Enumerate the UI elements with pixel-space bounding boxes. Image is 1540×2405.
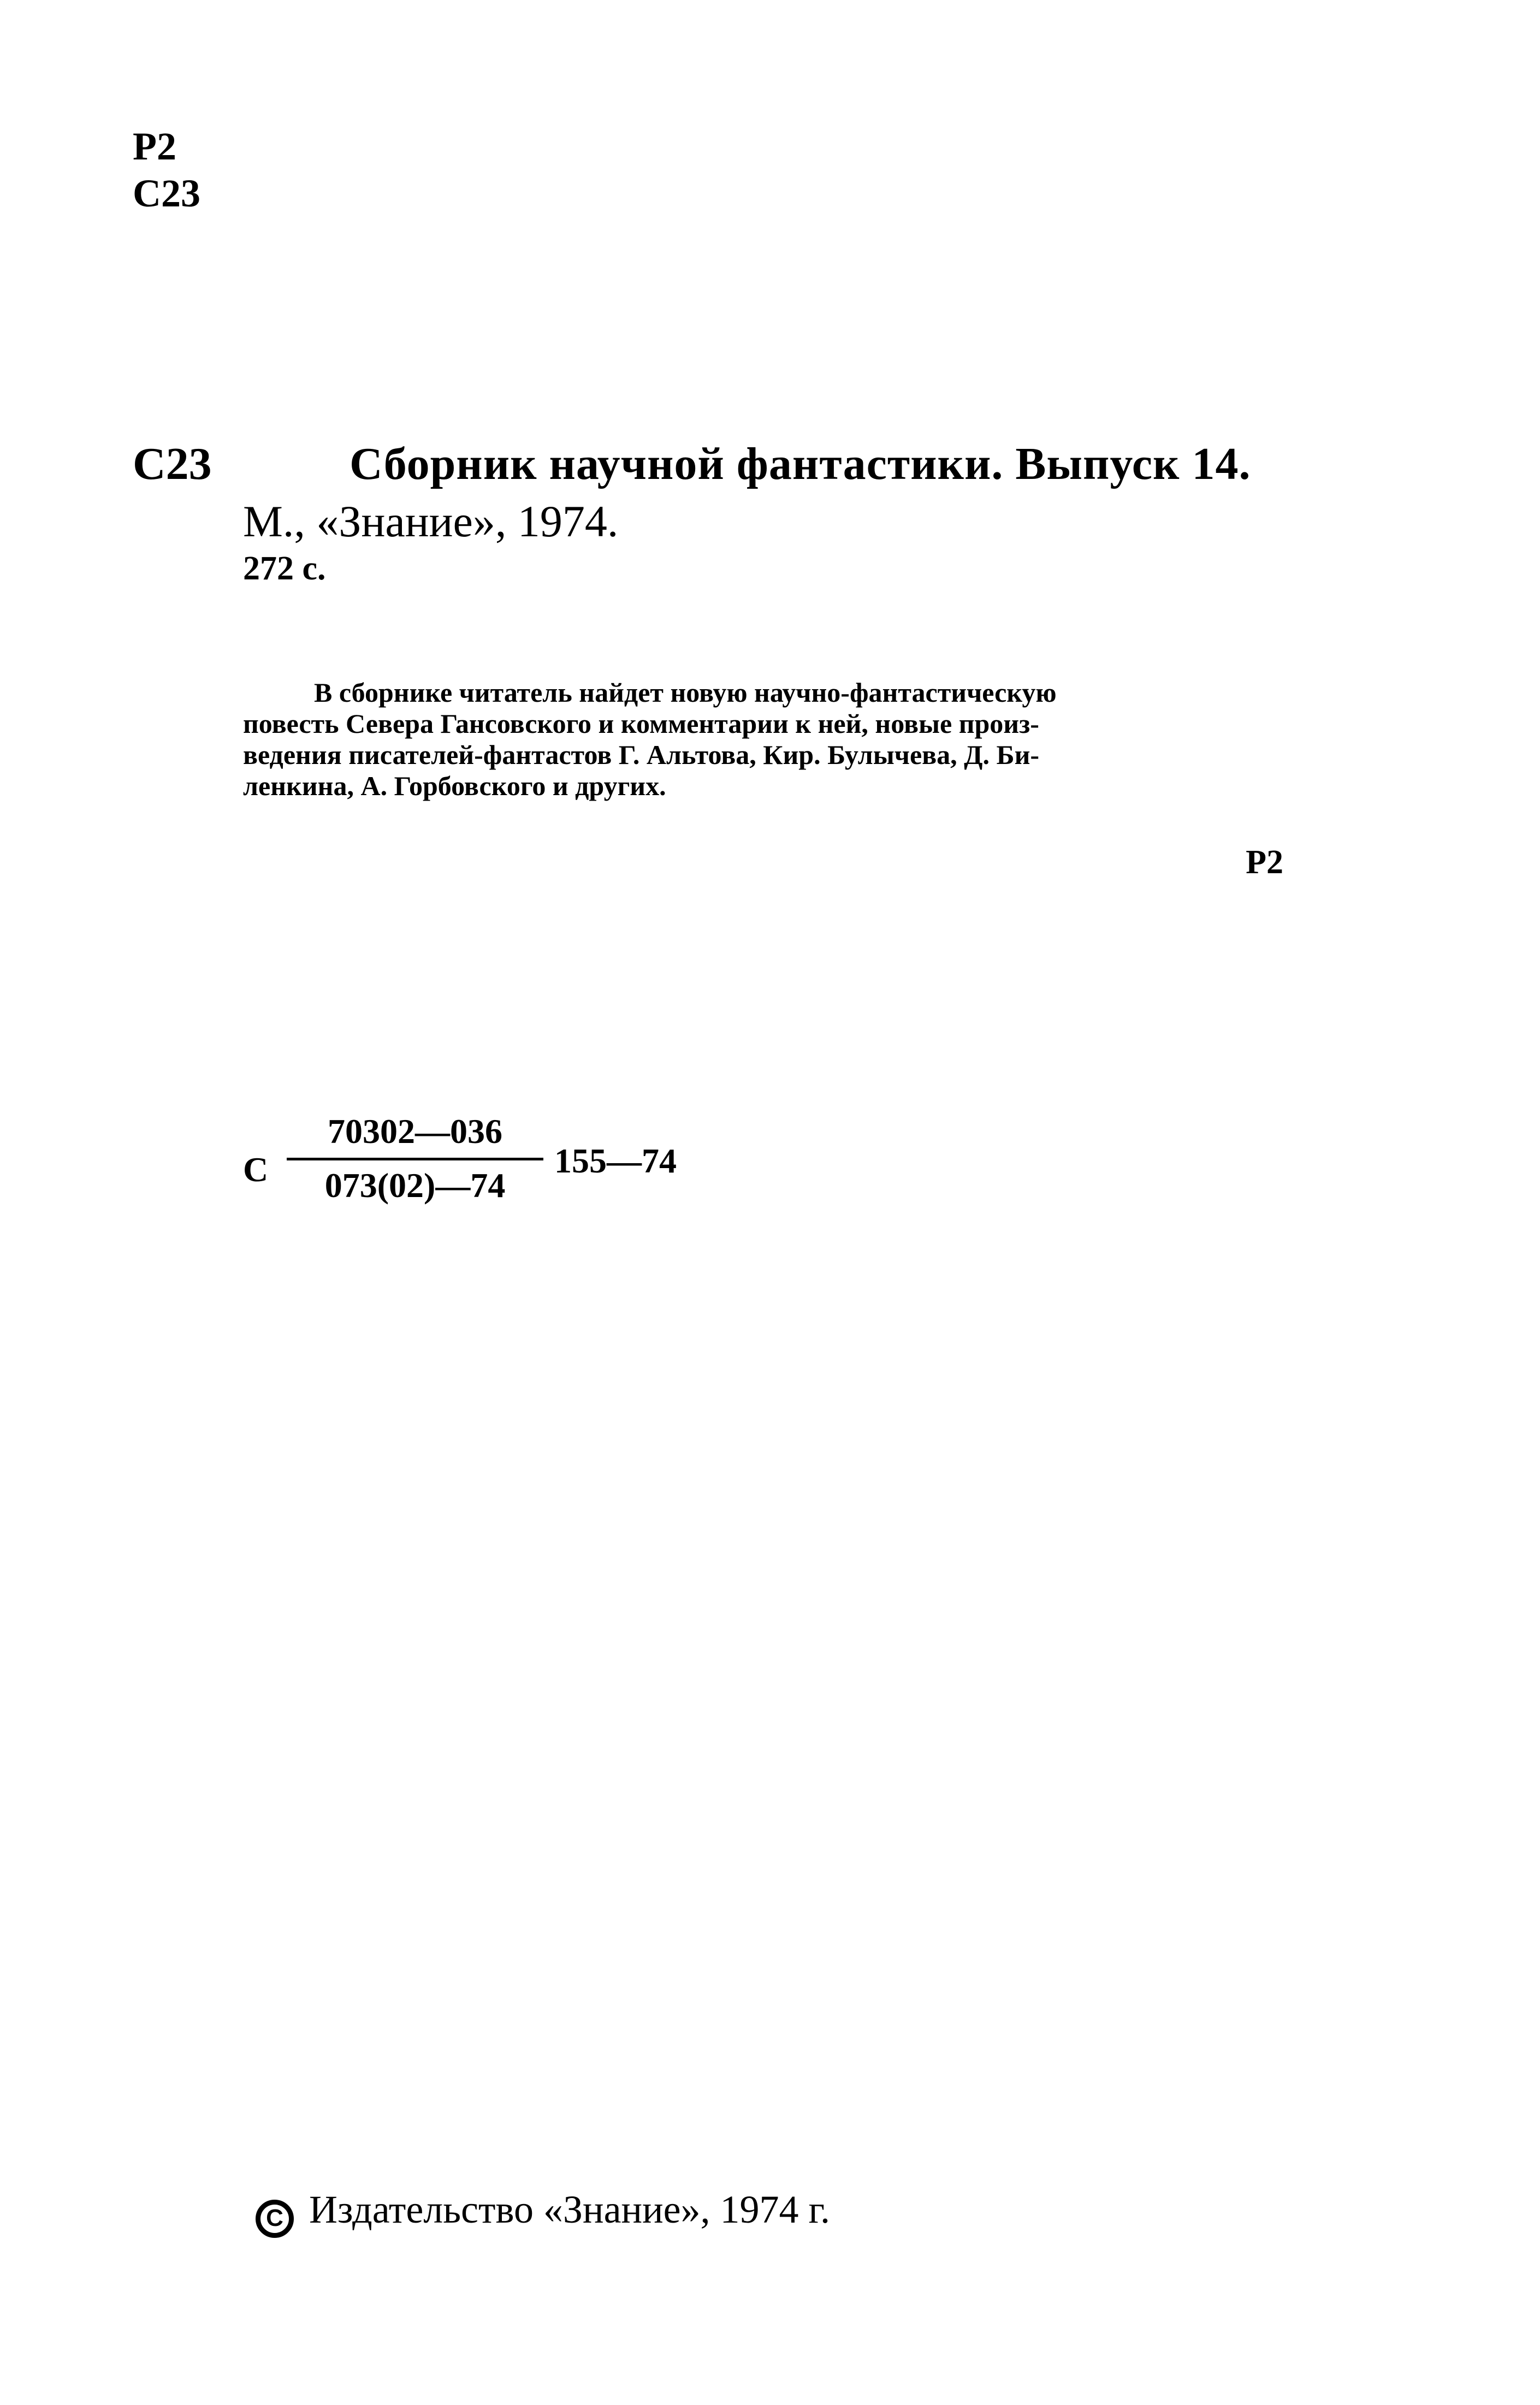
page-count: 272 с.	[243, 550, 326, 587]
index-numerator: 70302—036	[328, 1112, 502, 1151]
annotation-line: ведения писателей-фантастов Г. Альтова, Кир. Булычева, Д. Би-	[243, 739, 1040, 770]
copyright-line	[256, 2190, 830, 2238]
index-letter: С	[243, 1150, 269, 1189]
annotation-line: ленкина, А. Горбовского и других.	[243, 771, 666, 801]
index-denominator: 073(02)—74	[324, 1166, 506, 1205]
copyright-text: Издательство «Знание», 1974 г.	[309, 2188, 830, 2231]
entry-author-mark: С23	[133, 439, 212, 489]
index-fraction	[287, 1114, 543, 1203]
annotation-line: В сборнике читатель найдет новую научно-фантастическую	[314, 677, 1057, 708]
annotation-line: повесть Севера Гансовского и комментарии к ней, новые произ-	[243, 708, 1039, 739]
annotation-paragraph	[243, 677, 1292, 802]
imprint-line: М., «Знание», 1974.	[243, 496, 619, 546]
copyright-icon: С	[256, 2200, 294, 2238]
book-title: Сборник научной фантастики. Выпуск 14.	[350, 439, 1251, 489]
classification-code-top: Р2	[133, 125, 176, 168]
publication-index	[243, 1114, 735, 1223]
index-suffix: 155—74	[554, 1141, 677, 1180]
fraction-bar	[287, 1158, 543, 1160]
classification-code-right: Р2	[1246, 844, 1283, 881]
author-mark-top: С23	[133, 171, 200, 215]
